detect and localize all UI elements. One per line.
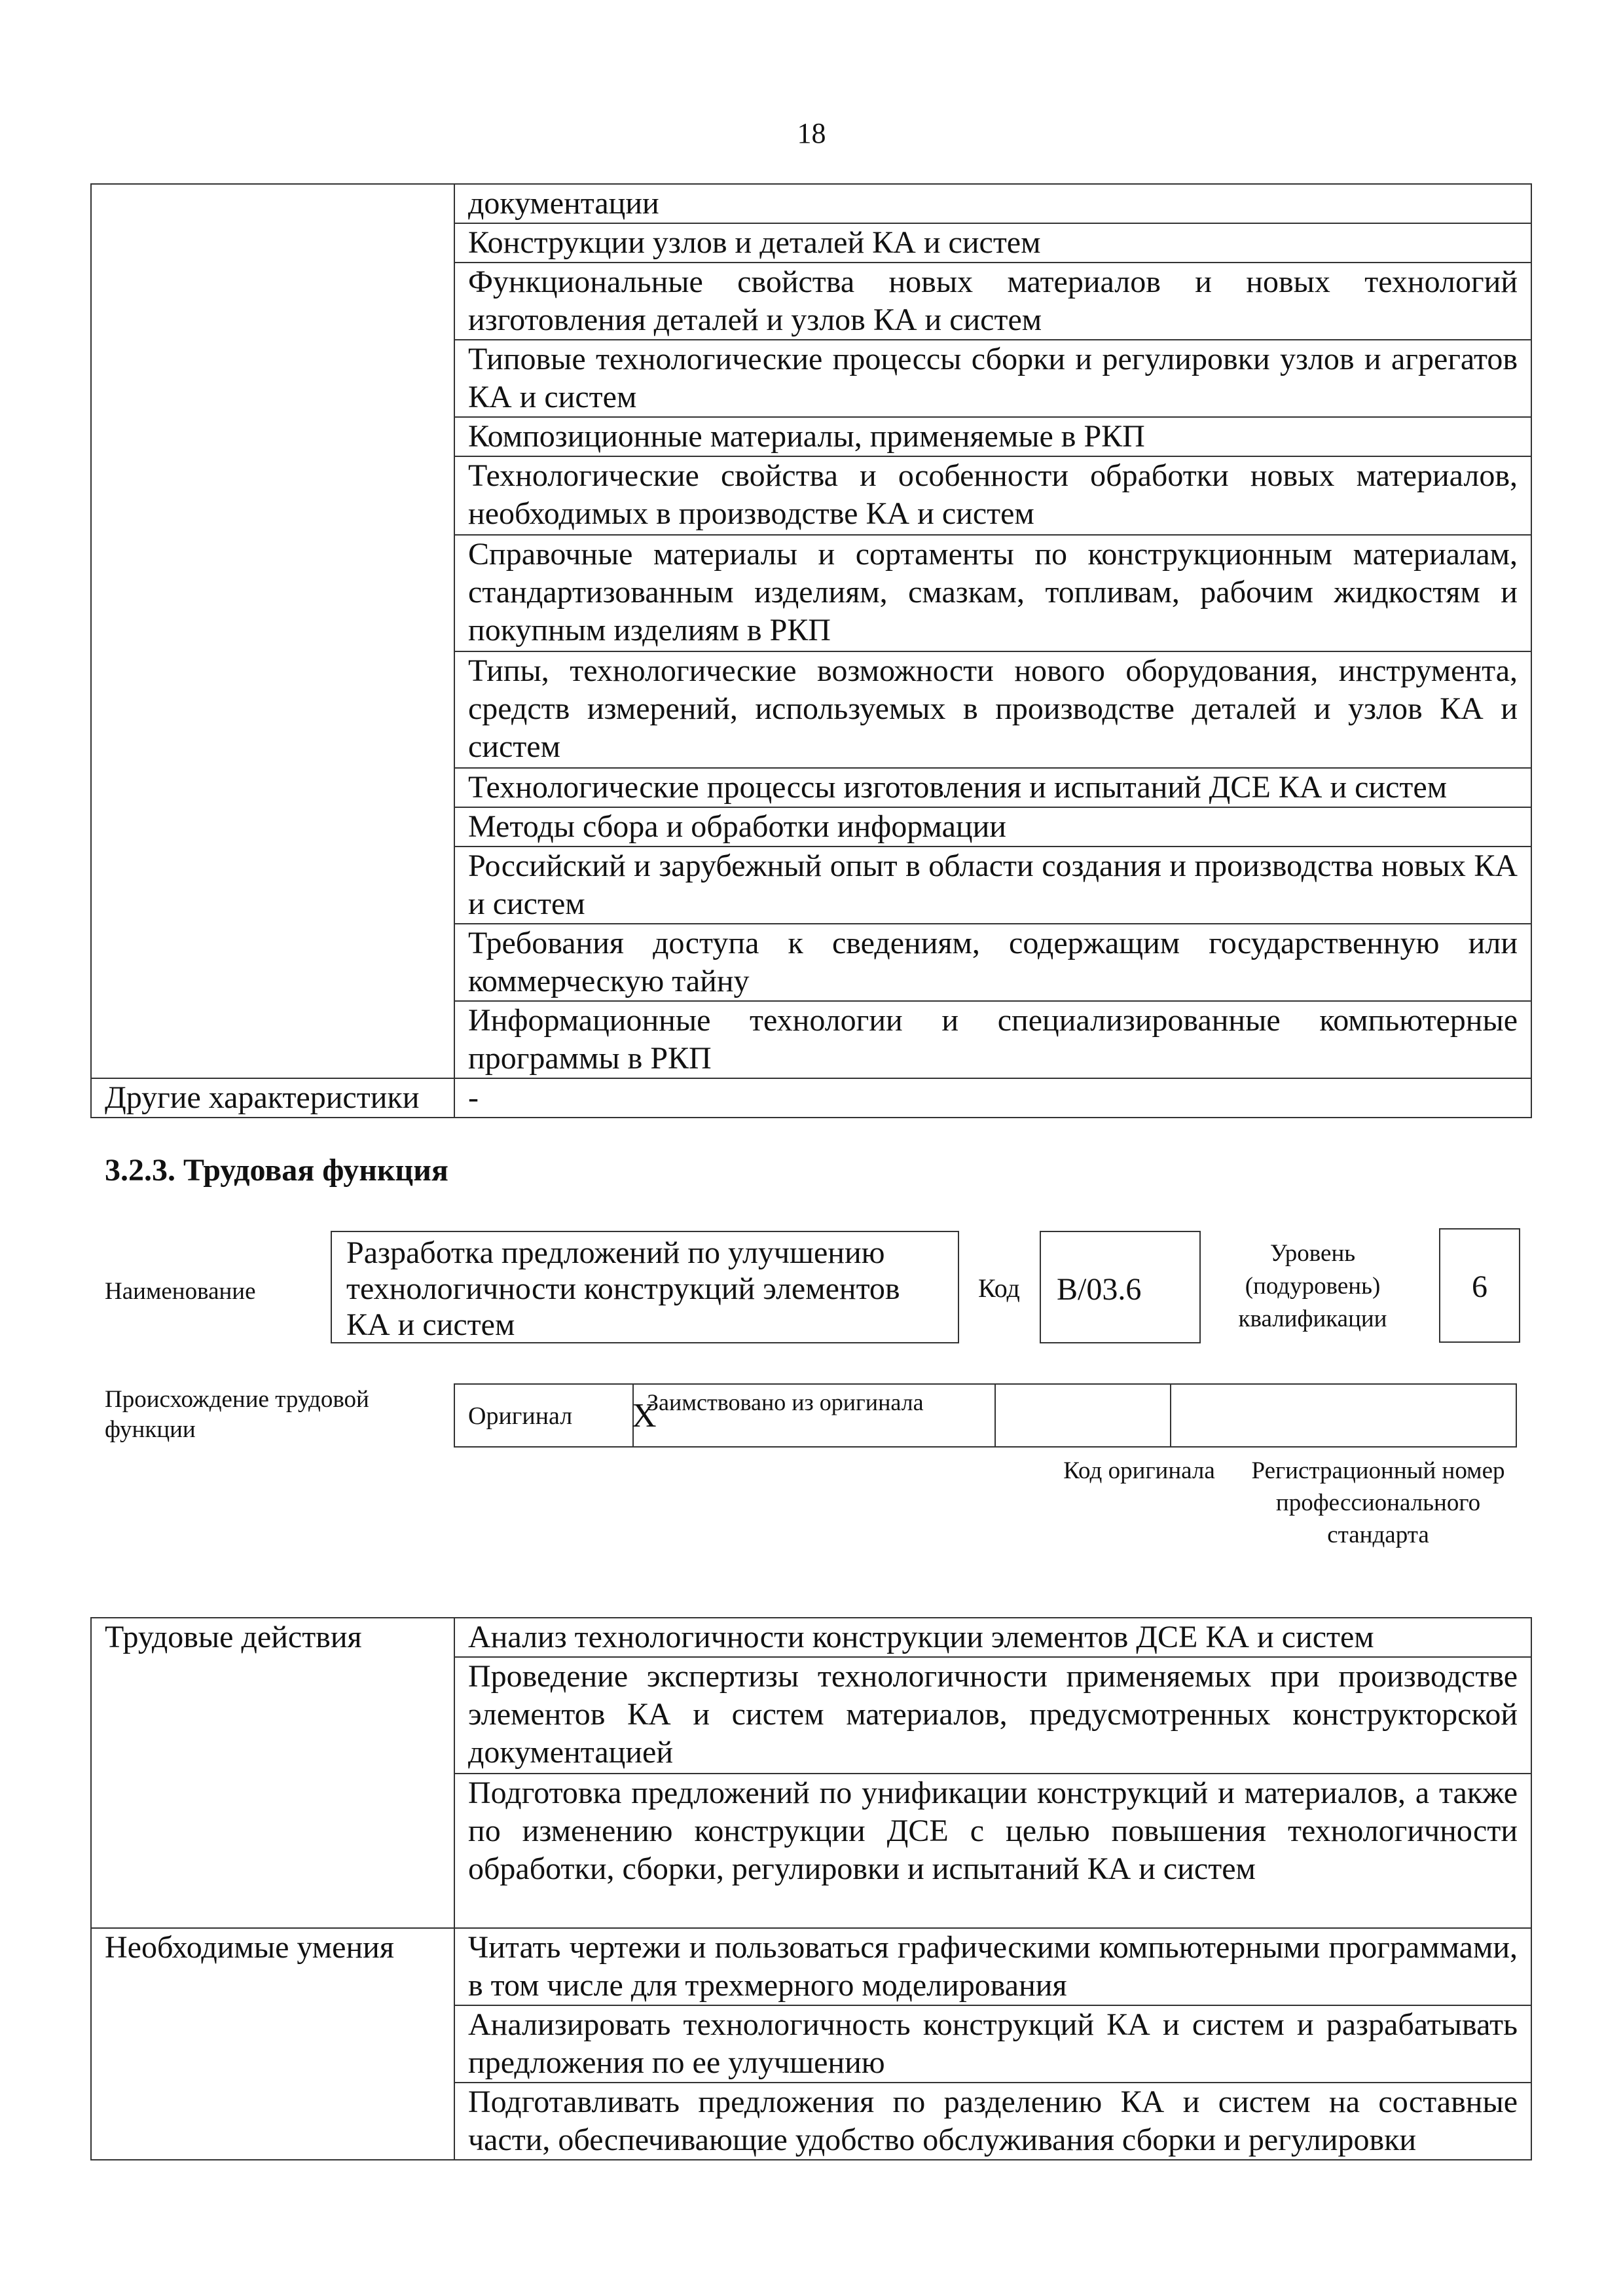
table-cell: Требования доступа к сведениям, содержащим государственную или коммерческую тайну — [454, 924, 1531, 1001]
name-label: Наименование — [105, 1278, 256, 1305]
origin-label: Происхождение трудовой функции — [105, 1386, 369, 1443]
origin-row — [454, 1383, 1520, 1448]
level-field: 6 — [1439, 1228, 1520, 1343]
registration-number-label: Регистрационный номер профессионального стандарта — [1251, 1457, 1505, 1548]
other-characteristics-label: Другие характеристики — [91, 1078, 454, 1118]
table-cell: Методы сбора и обработки информации — [454, 807, 1531, 847]
knowledge-table — [90, 183, 1532, 1118]
table-cell: Подготавливать предложения по разделению КА и систем на составные части, обеспечивающие удобство обслуживания сборки и регулировки — [454, 2083, 1531, 2160]
table-cell: Проведение экспертизы технологичности применяемых при производстве элементов КА и систем материалов, предусмотренных конструкторской документацией — [454, 1657, 1531, 1774]
table-cell: Технологические процессы изготовления и испытаний ДСЕ КА и систем — [454, 768, 1531, 807]
table-row — [91, 1618, 1531, 1657]
knowledge-label-cell — [91, 184, 454, 1078]
skills-label: Необходимые умения — [91, 1928, 454, 2160]
name-field: Разработка предложений по улучшению технологичности конструкций элементов КА и систем — [331, 1231, 959, 1343]
origin-borrowed-cell — [632, 1383, 996, 1448]
table-cell: Справочные материалы и сортаменты по конструкционным материалам, стандартизованным изделиям, смазкам, топливам, рабочим жидкостям и покупным изделиям в РКП — [454, 535, 1531, 651]
table-cell: Подготовка предложений по унификации конструкций и материалов, а также по изменению конструкции ДСЕ с целью повышения технологичности обработки, сборки, регулировки и испытаний КА и систем — [454, 1774, 1531, 1928]
other-characteristics-value: - — [454, 1078, 1531, 1118]
table-cell: Композиционные материалы, применяемые в РКП — [454, 417, 1531, 456]
table-row — [91, 1928, 1531, 2005]
table-cell: Функциональные свойства новых материалов и новых технологий изготовления деталей и узлов КА и систем — [454, 263, 1531, 340]
section-heading: 3.2.3. Трудовая функция — [105, 1153, 448, 1188]
actions-table — [90, 1617, 1532, 2160]
table-cell: Технологические свойства и особенности обработки новых материалов, необходимых в производстве КА и систем — [454, 456, 1531, 535]
code-label: Код — [978, 1273, 1020, 1303]
origin-mark: X — [632, 1397, 657, 1434]
table-cell: Информационные технологии и специализированные компьютерные программы в РКП — [454, 1001, 1531, 1078]
level-label: Уровень (подуровень) квалификации — [1238, 1240, 1387, 1332]
origin-original-cell — [454, 1383, 657, 1448]
table-cell: Российский и зарубежный опыт в области создания и производства новых КА и систем — [454, 847, 1531, 924]
table-cell: Читать чертежи и пользоваться графическими компьютерными программами, в том числе для трехмерного моделирования — [454, 1928, 1531, 2005]
code-field: B/03.6 — [1040, 1231, 1201, 1343]
origin-borrowed-label: Заимствовано из оригинала — [647, 1389, 924, 1415]
table-cell: Типовые технологические процессы сборки и регулировки узлов и агрегатов КА и систем — [454, 340, 1531, 417]
origin-original-label: Оригинал — [468, 1402, 573, 1430]
table-row — [91, 184, 1531, 223]
actions-label: Трудовые действия — [91, 1618, 454, 1928]
table-row — [91, 1078, 1531, 1118]
table-cell: Анализ технологичности конструкции элементов ДСЕ КА и систем — [454, 1618, 1531, 1657]
table-cell: Анализировать технологичность конструкций КА и систем и разрабатывать предложения по ее улучшению — [454, 2005, 1531, 2083]
table-cell: документации — [454, 184, 1531, 223]
page-number: 18 — [797, 117, 826, 149]
table-cell: Типы, технологические возможности нового оборудования, инструмента, средств измерений, используемых в производстве деталей и узлов КА и систем — [454, 651, 1531, 768]
table-cell: Конструкции узлов и деталей КА и систем — [454, 223, 1531, 263]
registration-number-cell — [1170, 1383, 1517, 1448]
original-code-cell — [994, 1383, 1171, 1448]
original-code-label: Код оригинала — [1063, 1457, 1215, 1484]
